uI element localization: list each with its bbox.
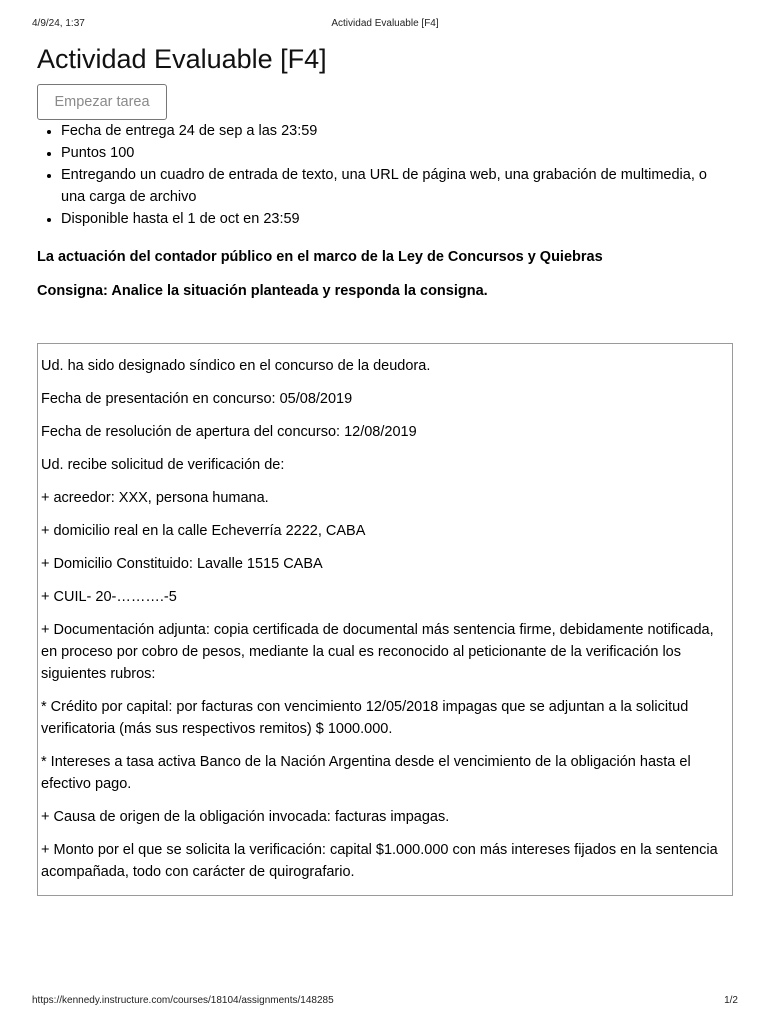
case-paragraph: Fecha de resolución de apertura del concurso: 12/08/2019 (41, 424, 417, 440)
assignment-instruction: Consigna: Analice la situación planteada y responda la consigna. (37, 283, 488, 299)
case-paragraph: Fecha de presentación en concurso: 05/08/2019 (41, 391, 353, 407)
case-paragraph: * Crédito por capital: por facturas con vencimiento 12/05/2018 impagas que se adjuntan a la solicitud verificatoria (más sus respectivos remitos) $ 1000.000. (41, 699, 689, 737)
case-paragraph: + domicilio real en la calle Echeverría 2222, CABA (41, 523, 366, 539)
case-paragraph: Ud. ha sido designado síndico en el concurso de la deudora. (41, 358, 431, 374)
case-paragraph: + Causa de origen de la obligación invocada: facturas impagas. (41, 809, 450, 825)
case-paragraph: + CUIL- 20-……….-5 (41, 589, 177, 605)
print-footer (32, 994, 738, 1008)
case-description-box (37, 343, 733, 896)
print-date: 4/9/24, 1:37 (32, 18, 85, 29)
print-header (32, 17, 738, 31)
detail-available-until: Disponible hasta el 1 de oct en 23:59 (37, 208, 733, 230)
detail-due-date: Fecha de entrega 24 de sep a las 23:59 (37, 120, 733, 142)
start-assignment-button[interactable]: Empezar tarea (37, 84, 167, 120)
case-paragraph: + Domicilio Constituido: Lavalle 1515 CABA (41, 556, 323, 572)
case-paragraph: Ud. recibe solicitud de verificación de: (41, 457, 285, 473)
detail-submission-types: Entregando un cuadro de entrada de texto, una URL de página web, una grabación de multimedia, o una carga de archivo (37, 164, 733, 208)
case-paragraph: + Documentación adjunta: copia certificada de documental más sentencia firme, debidamente notificada, en proceso por cobro de pesos, mediante la cual es reconocido al peticionante de la verificación los siguientes rubros: (41, 622, 714, 682)
case-paragraph: * Intereses a tasa activa Banco de la Nación Argentina desde el vencimiento de la obligación hasta el efectivo pago. (41, 754, 691, 792)
case-paragraph: + acreedor: XXX, persona humana. (41, 490, 269, 506)
page-number: 1/2 (724, 995, 738, 1006)
assignment-content (37, 40, 733, 896)
print-document-title: Actividad Evaluable [F4] (331, 18, 439, 29)
assignment-heading: La actuación del contador público en el marco de la Ley de Concursos y Quiebras (37, 249, 603, 265)
assignment-details-list (37, 120, 733, 230)
page-url[interactable]: https://kennedy.instructure.com/courses/18104/assignments/148285 (32, 995, 334, 1006)
page-title: Actividad Evaluable [F4] (37, 44, 327, 74)
detail-points: Puntos 100 (37, 142, 733, 164)
case-paragraph: + Monto por el que se solicita la verificación: capital $1.000.000 con más intereses fijados en la sentencia acompañada, todo con carácter de quirografario. (41, 842, 718, 880)
